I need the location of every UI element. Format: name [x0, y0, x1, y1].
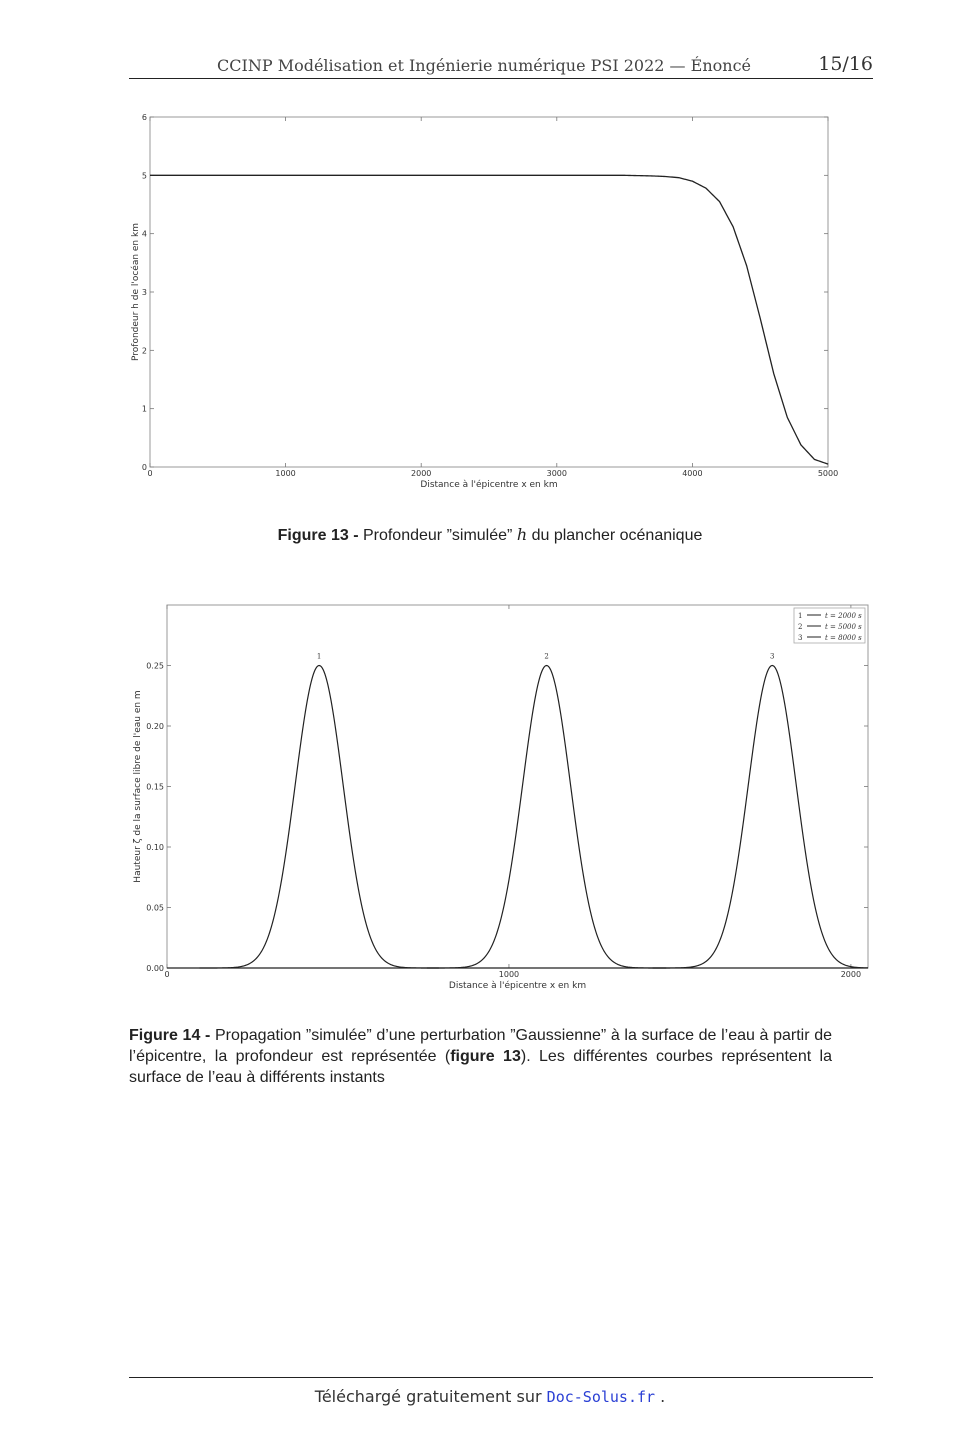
y-tick-label: 1: [141, 404, 147, 414]
curve-label-1: 1: [316, 652, 322, 661]
legend-entry-2: t = 5000 s: [825, 623, 862, 631]
y-tick-label: 0.20: [146, 722, 164, 731]
figure-14-caption: [129, 1025, 832, 1088]
y-tick-label: 6: [141, 113, 147, 122]
wave-curve-1: [199, 666, 438, 969]
x-tick-label: 1000: [275, 469, 296, 478]
x-tick-label: 5000: [817, 469, 839, 478]
wave-curve-2: [427, 666, 666, 969]
x-tick-label: 1000: [498, 970, 520, 979]
figure-14-caption-text-2: ). Les différentes courbes représentent la surface de l’eau à différents instants: [129, 1048, 832, 1086]
legend-entry-1: t = 2000 s: [825, 612, 862, 620]
y-tick-label: 0.25: [146, 661, 164, 671]
wave-curve-3: [653, 666, 868, 968]
figure-13-reference: figure 13: [450, 1048, 521, 1065]
y-tick-label: 5: [141, 171, 147, 181]
x-axis-label: Distance à l'épicentre x en km: [420, 480, 558, 490]
page-number: 15/16: [818, 53, 873, 75]
x-tick-label: 3000: [546, 469, 567, 478]
figure-13-label: Figure 13 -: [277, 527, 359, 544]
y-tick-label: 3: [141, 288, 147, 297]
curve-label-2: 2: [544, 652, 549, 661]
footer-link[interactable]: Doc-Solus.fr: [546, 1388, 656, 1406]
plot-frame: [167, 605, 868, 968]
footer-text: Téléchargé gratuitement sur: [314, 1387, 547, 1406]
curve-label-3: 3: [770, 652, 775, 661]
y-tick-label: 2: [141, 346, 147, 356]
figure-13-caption-symbol: h: [516, 525, 528, 544]
x-tick-label: 0: [164, 970, 170, 979]
legend-index-1: 1: [798, 612, 803, 620]
figure-13-caption-text-2: du plancher océnanique: [527, 527, 703, 544]
footer-suffix: .: [655, 1387, 666, 1406]
figure-14-label: Figure 14 -: [129, 1027, 211, 1044]
y-tick-label: 4: [141, 229, 147, 239]
header-title: CCINP Modélisation et Ingénierie numérique PSI 2022 — Énoncé: [217, 56, 751, 75]
figure-14-caption-text-1: Propagation ”simulée” d’une perturbation ”Gaussienne” à la surface de l’eau à partir de l’épicentre, la profondeur est représentée (: [129, 1027, 833, 1065]
x-tick-label: 4000: [682, 469, 703, 478]
legend-index-3: 3: [798, 634, 803, 642]
footer-rule: [129, 1377, 873, 1378]
figure-13-caption-text-1: Profondeur ”simulée”: [358, 527, 517, 544]
legend-index-2: 2: [798, 623, 803, 631]
y-tick-label: 0.00: [146, 964, 164, 973]
y-axis-label: Profondeur h de l'océan en km: [131, 223, 141, 361]
page-footer: [0, 1387, 980, 1406]
y-axis-label: Hauteur ζ de la surface libre de l'eau en m: [133, 690, 143, 883]
y-tick-label: 0.15: [146, 782, 164, 792]
x-tick-label: 2000: [411, 469, 432, 478]
x-axis-label: Distance à l'épicentre x en km: [448, 981, 587, 991]
y-tick-label: 0.10: [146, 843, 164, 852]
x-tick-label: 2000: [840, 970, 862, 979]
x-tick-label: 0: [147, 469, 153, 478]
legend-entry-3: t = 8000 s: [825, 634, 862, 642]
y-tick-label: 0.05: [146, 903, 164, 913]
y-tick-label: 0: [141, 463, 147, 472]
